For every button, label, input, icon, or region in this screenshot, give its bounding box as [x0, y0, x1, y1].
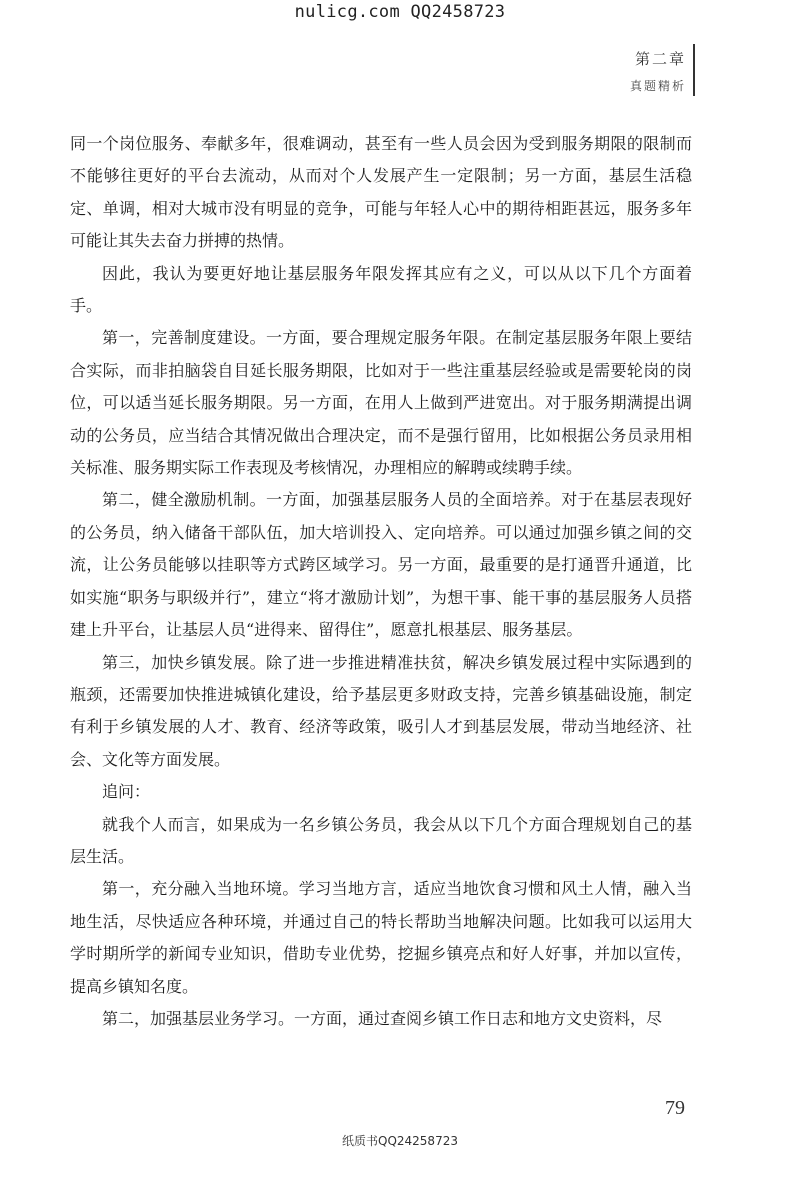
- chapter-title: 第二章: [634, 50, 686, 68]
- paragraph-continuation: 同一个岗位服务、奉献多年，很难调动，甚至有一些人员会因为受到服务期限的限制而不能够往更好的平台去流动，从而对个人发展产生一定限制；另一方面，基层生活稳定、单调，相对大城市没有明显的竞争，可能与年轻人心中的期待相距甚远，服务多年可能让其失去奋力拼搏的热情。: [70, 134, 692, 251]
- header-divider: [693, 44, 695, 96]
- paragraph: 就我个人而言，如果成为一名乡镇公务员，我会从以下几个方面合理规划自己的基层生活。: [70, 814, 692, 866]
- follow-up-heading: 追问：: [102, 782, 151, 802]
- paragraph: 第一，充分融入当地环境。学习当地方言，适应当地饮食习惯和风土人情，融入当地生活，尽快适应各种环境，并通过自己的特长帮助当地解决问题。比如我可以运用大学时期所学的新闻专业知识，借助专业优势，挖掘乡镇亮点和好人好事，并加以宣传，提高乡镇知名度。: [70, 879, 692, 996]
- bottom-watermark: 纸质书QQ24258723: [342, 1134, 458, 1148]
- paragraph: 第三，加快乡镇发展。除了进一步推进精准扶贫，解决乡镇发展过程中实际遇到的瓶颈，还需要加快推进城镇化建设，给予基层更多财政支持，完善乡镇基础设施，制定有利于乡镇发展的人才、教育、经济等政策，吸引人才到基层发展，带动当地经济、社会、文化等方面发展。: [70, 652, 692, 769]
- paragraph: 第二，加强基层业务学习。一方面，通过查阅乡镇工作日志和地方文史资料，尽: [102, 1008, 663, 1028]
- running-header: [630, 48, 686, 94]
- paragraph: 第二，健全激励机制。一方面，加强基层服务人员的全面培养。对于在基层表现好的公务员，纳入储备干部队伍，加大培训投入、定向培养。可以通过加强乡镇之间的交流，让公务员能够以挂职等方式跨区域学习。另一方面，最重要的是打通晋升通道，比如实施“职务与职级并行”，建立“将才激励计划”，为想干事、能干事的基层服务人员搭建上升平台，让基层人员“进得来、留得住”，愿意扎根基层、服务基层。: [70, 490, 692, 640]
- paragraph: 第一，完善制度建设。一方面，要合理规定服务年限。在制定基层服务年限上要结合实际，而非拍脑袋自目延长服务期限，比如对于一些注重基层经验或是需要轮岗的岗位，可以适当延长服务期限。另一方面，在用人上做到严进宽出。对于服务期满提出调动的公务员，应当结合其情况做出合理决定，而不是强行留用，比如根据公务员录用相关标准、服务期实际工作表现及考核情况，办理相应的解聘或续聘手续。: [70, 328, 692, 478]
- page-number: 79: [665, 1097, 685, 1119]
- section-title: 真题精析: [629, 79, 686, 93]
- paragraph: 因此，我认为要更好地让基层服务年限发挥其应有之义，可以从以下几个方面着手。: [70, 263, 692, 316]
- top-watermark: nulicg.com QQ2458723: [294, 2, 506, 22]
- body-text: [70, 128, 692, 1035]
